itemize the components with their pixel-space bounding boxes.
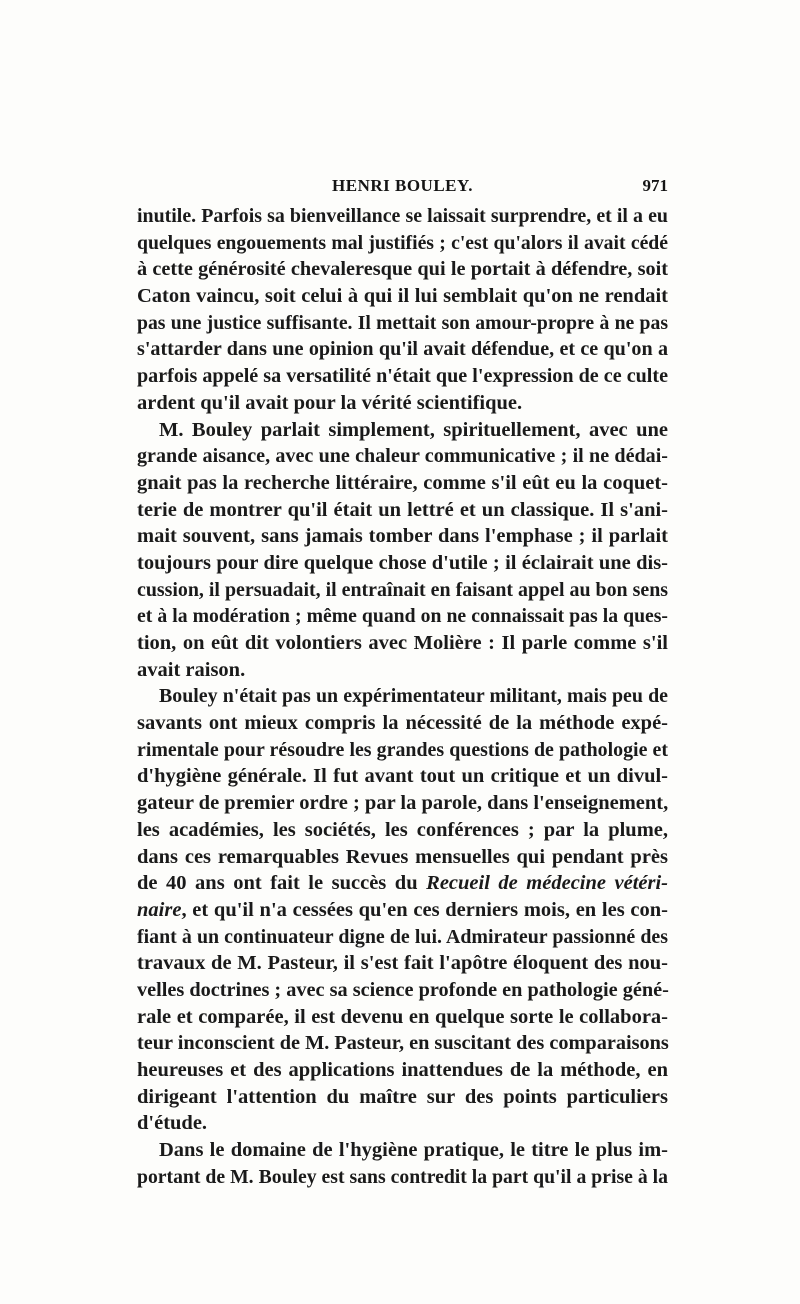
- text-line: et à la modération ; même quand on ne connaissait pas la ques-: [137, 605, 668, 628]
- text-line: tion, on eût dit volontiers avec Molière : Il parle comme s'il: [137, 632, 668, 654]
- text-line: fiant à un continuateur digne de lui. Admirateur passionné des: [137, 925, 668, 948]
- text-line: de 40 ans ont fait le succès du Recueil de médecine vétéri-: [137, 872, 668, 895]
- text-line: cussion, il persuadait, il entraînait en faisant appel au bon sens: [137, 578, 668, 601]
- text-line: s'attarder dans une opinion qu'il avait défendue, et ce qu'on a: [137, 338, 668, 361]
- paragraph: [137, 203, 668, 417]
- text-line: avait raison.: [137, 658, 246, 681]
- text-line: naire, et qu'il n'a cessées qu'en ces derniers mois, en les con-: [137, 898, 668, 921]
- page-number: 971: [642, 176, 668, 195]
- text-line: d'hygiène générale. Il fut avant tout un critique et un divul-: [137, 765, 668, 788]
- text-line: d'étude.: [137, 1112, 208, 1135]
- text-line: toujours pour dire quelque chose d'utile ; il éclairait une dis-: [137, 551, 668, 574]
- text-line: portant de M. Bouley est sans contredit la part qu'il a prise à la: [137, 1165, 668, 1188]
- text-line: heureuses et des applications inattendues de la méthode, en: [137, 1059, 668, 1081]
- text-line: les académies, les sociétés, les conférences ; par la plume,: [137, 818, 668, 841]
- text-line: dirigeant l'attention du maître sur des points particuliers: [137, 1085, 668, 1108]
- text-line: Bouley n'était pas un expérimentateur militant, mais peu de: [159, 685, 668, 708]
- text-line: M. Bouley parlait simplement, spirituellement, avec une: [159, 418, 668, 441]
- text-line: rale et comparée, il est devenu en quelque sorte le collabora-: [137, 1005, 668, 1028]
- text-line: terie de montrer qu'il était un lettré et un classique. Il s'ani-: [137, 498, 668, 521]
- running-head: [137, 176, 668, 200]
- text-line: savants ont mieux compris la nécessité de la méthode expé-: [137, 712, 668, 735]
- text-line: parfois appelé sa versatilité n'était que l'expression de ce culte: [137, 365, 668, 388]
- text-line: quelques engouements mal justifiés ; c'est qu'alors il avait cédé: [137, 231, 668, 254]
- text-line: teur inconscient de M. Pasteur, en suscitant des comparaisons: [137, 1032, 669, 1055]
- text-line: Dans le domaine de l'hygiène pratique, le titre le plus im-: [159, 1139, 668, 1162]
- text-line: velles doctrines ; avec sa science profonde en pathologie géné-: [137, 978, 669, 1001]
- text-line: mait souvent, sans jamais tomber dans l'emphase ; il parlait: [137, 525, 668, 548]
- text-line: dans ces remarquables Revues mensuelles qui pendant près: [137, 845, 668, 868]
- text-line: Caton vaincu, soit celui à qui il lui semblait qu'on ne rendait: [137, 285, 668, 308]
- body-text: [137, 203, 668, 1190]
- text-line: gnait pas la recherche littéraire, comme s'il eût eu la coquet-: [137, 471, 668, 494]
- paragraph: [137, 683, 668, 1137]
- text-line: travaux de M. Pasteur, il s'est fait l'apôtre éloquent des nou-: [137, 952, 668, 975]
- text-line: grande aisance, avec une chaleur communicative ; il ne dédai-: [137, 445, 668, 468]
- text-line: rimentale pour résoudre les grandes questions de pathologie et: [137, 738, 668, 761]
- text-line: gateur de premier ordre ; par la parole, dans l'enseignement,: [137, 792, 669, 815]
- text-line: ardent qu'il avait pour la vérité scientifique.: [137, 391, 523, 414]
- text-line: inutile. Parfois sa bienveillance se laissait surprendre, et il a eu: [137, 205, 668, 227]
- running-title: HENRI BOULEY.: [332, 176, 473, 195]
- text-line: à cette générosité chevaleresque qui le portait à défendre, soit: [137, 258, 668, 281]
- paragraph: [137, 1137, 668, 1190]
- paragraph: [137, 417, 668, 684]
- text-line: pas une justice suffisante. Il mettait son amour-propre à ne pas: [137, 311, 668, 334]
